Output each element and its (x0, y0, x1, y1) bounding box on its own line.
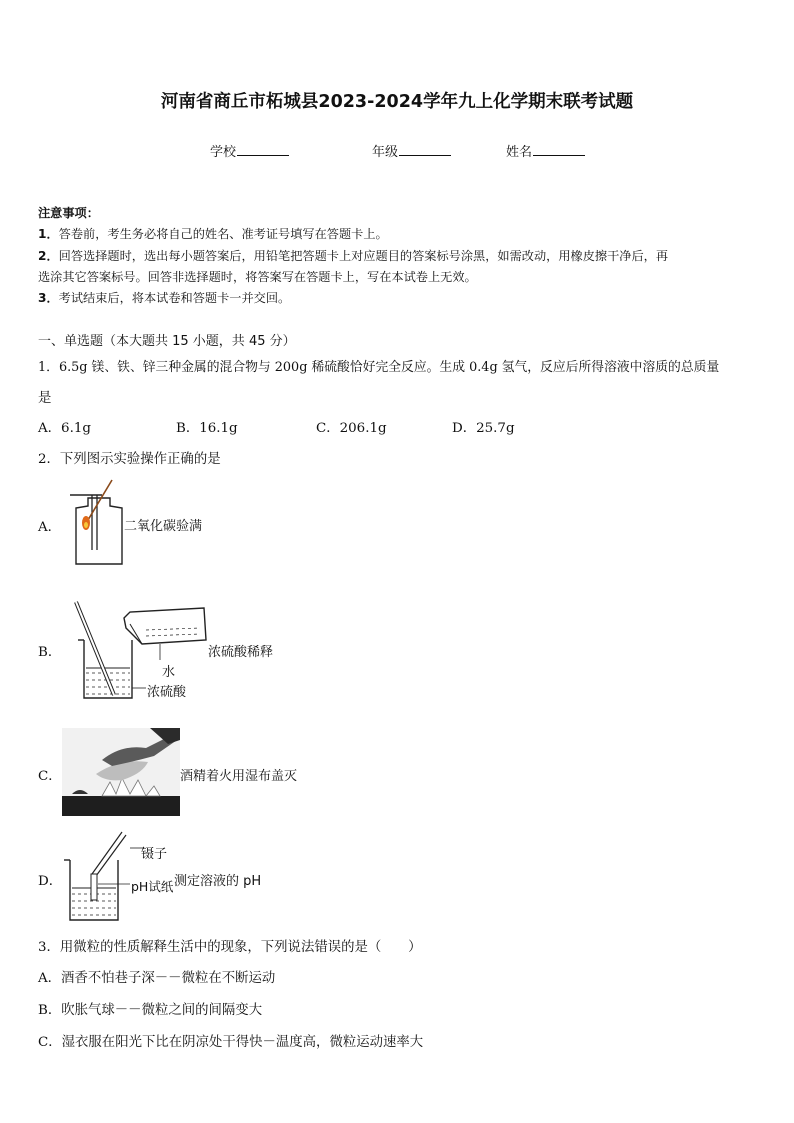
name-label: 姓名 (506, 145, 533, 160)
q1-option-d[interactable]: D．25.7g (452, 421, 515, 436)
q3-option-c[interactable]: C．湿衣服在阳光下比在阴凉处干得快－温度高，微粒运动速率大 (38, 1035, 424, 1050)
note-item-3: 3．考试结束后，将本试卷和答题卡一并交回。 (38, 291, 291, 305)
q2-option-b-caption: 浓硫酸稀释 (208, 645, 274, 660)
water-label: 水 (162, 665, 176, 680)
notes-heading: 注意事项： (38, 206, 99, 220)
school-blank[interactable] (237, 143, 289, 156)
page-title: 河南省商丘市柘城县2023-2024学年九上化学期末联考试题 (160, 92, 634, 112)
name-blank[interactable] (533, 143, 585, 156)
q1-option-a[interactable]: A．6.1g (38, 421, 91, 436)
q2-stem: 2．下列图示实验操作正确的是 (38, 452, 221, 467)
q2-option-a-letter[interactable]: A． (38, 520, 62, 535)
q2-option-d-letter[interactable]: D． (38, 874, 63, 889)
section-heading: 一、单选题（本大题共 15 小题，共 45 分） (38, 334, 296, 349)
q2-option-c-caption: 酒精着火用湿布盖灭 (180, 769, 298, 784)
q3-stem: 3．用微粒的性质解释生活中的现象，下列说法错误的是（ ） (38, 940, 422, 955)
note-item-2: 2．回答选择题时，选出每小题答案后，用铅笔把答题卡上对应题目的答案标号涂黑，如需改动，用橡皮擦干净后，再 (38, 249, 669, 263)
q3-option-a[interactable]: A．酒香不怕巷子深－－微粒在不断运动 (38, 971, 276, 986)
note-item-2-cont: 选涂其它答案标号。回答非选择题时，将答案写在答题卡上，写在本试卷上无效。 (38, 270, 477, 284)
grade-field[interactable] (372, 141, 451, 160)
ph-paper-label: pH试纸 (131, 879, 174, 894)
q2-option-b-letter[interactable]: B． (38, 645, 62, 660)
grade-label: 年级 (372, 145, 399, 160)
co2-bottle-figure (66, 480, 126, 570)
q2-option-d-caption: 测定溶液的 pH (174, 874, 262, 889)
note-item-1: 1．答卷前，考生务必将自己的姓名、准考证号填写在答题卡上。 (38, 227, 388, 241)
q1-stem-cont: 是 (38, 391, 52, 406)
tweezers-label: 镊子 (141, 847, 168, 862)
q1-option-b[interactable]: B．16.1g (176, 421, 238, 436)
grade-blank[interactable] (399, 143, 451, 156)
name-field[interactable] (506, 141, 585, 160)
q2-option-c-letter[interactable]: C． (38, 769, 62, 784)
school-label: 学校 (210, 145, 237, 160)
acid-label: 浓硫酸 (147, 685, 187, 700)
school-field[interactable] (210, 141, 289, 160)
q3-option-b[interactable]: B．吹胀气球－－微粒之间的间隔变大 (38, 1003, 263, 1018)
q1-option-c[interactable]: C．206.1g (316, 421, 387, 436)
fire-cloth-photo (62, 728, 180, 816)
q1-stem: 1．6.5g 镁、铁、锌三种金属的混合物与 200g 稀硫酸恰好完全反应。生成 0.4g 氢气，反应后所得溶液中溶质的总质量 (38, 360, 720, 375)
q2-option-a-caption: 二氧化碳验满 (124, 519, 203, 534)
acid-dilution-figure (70, 600, 210, 705)
